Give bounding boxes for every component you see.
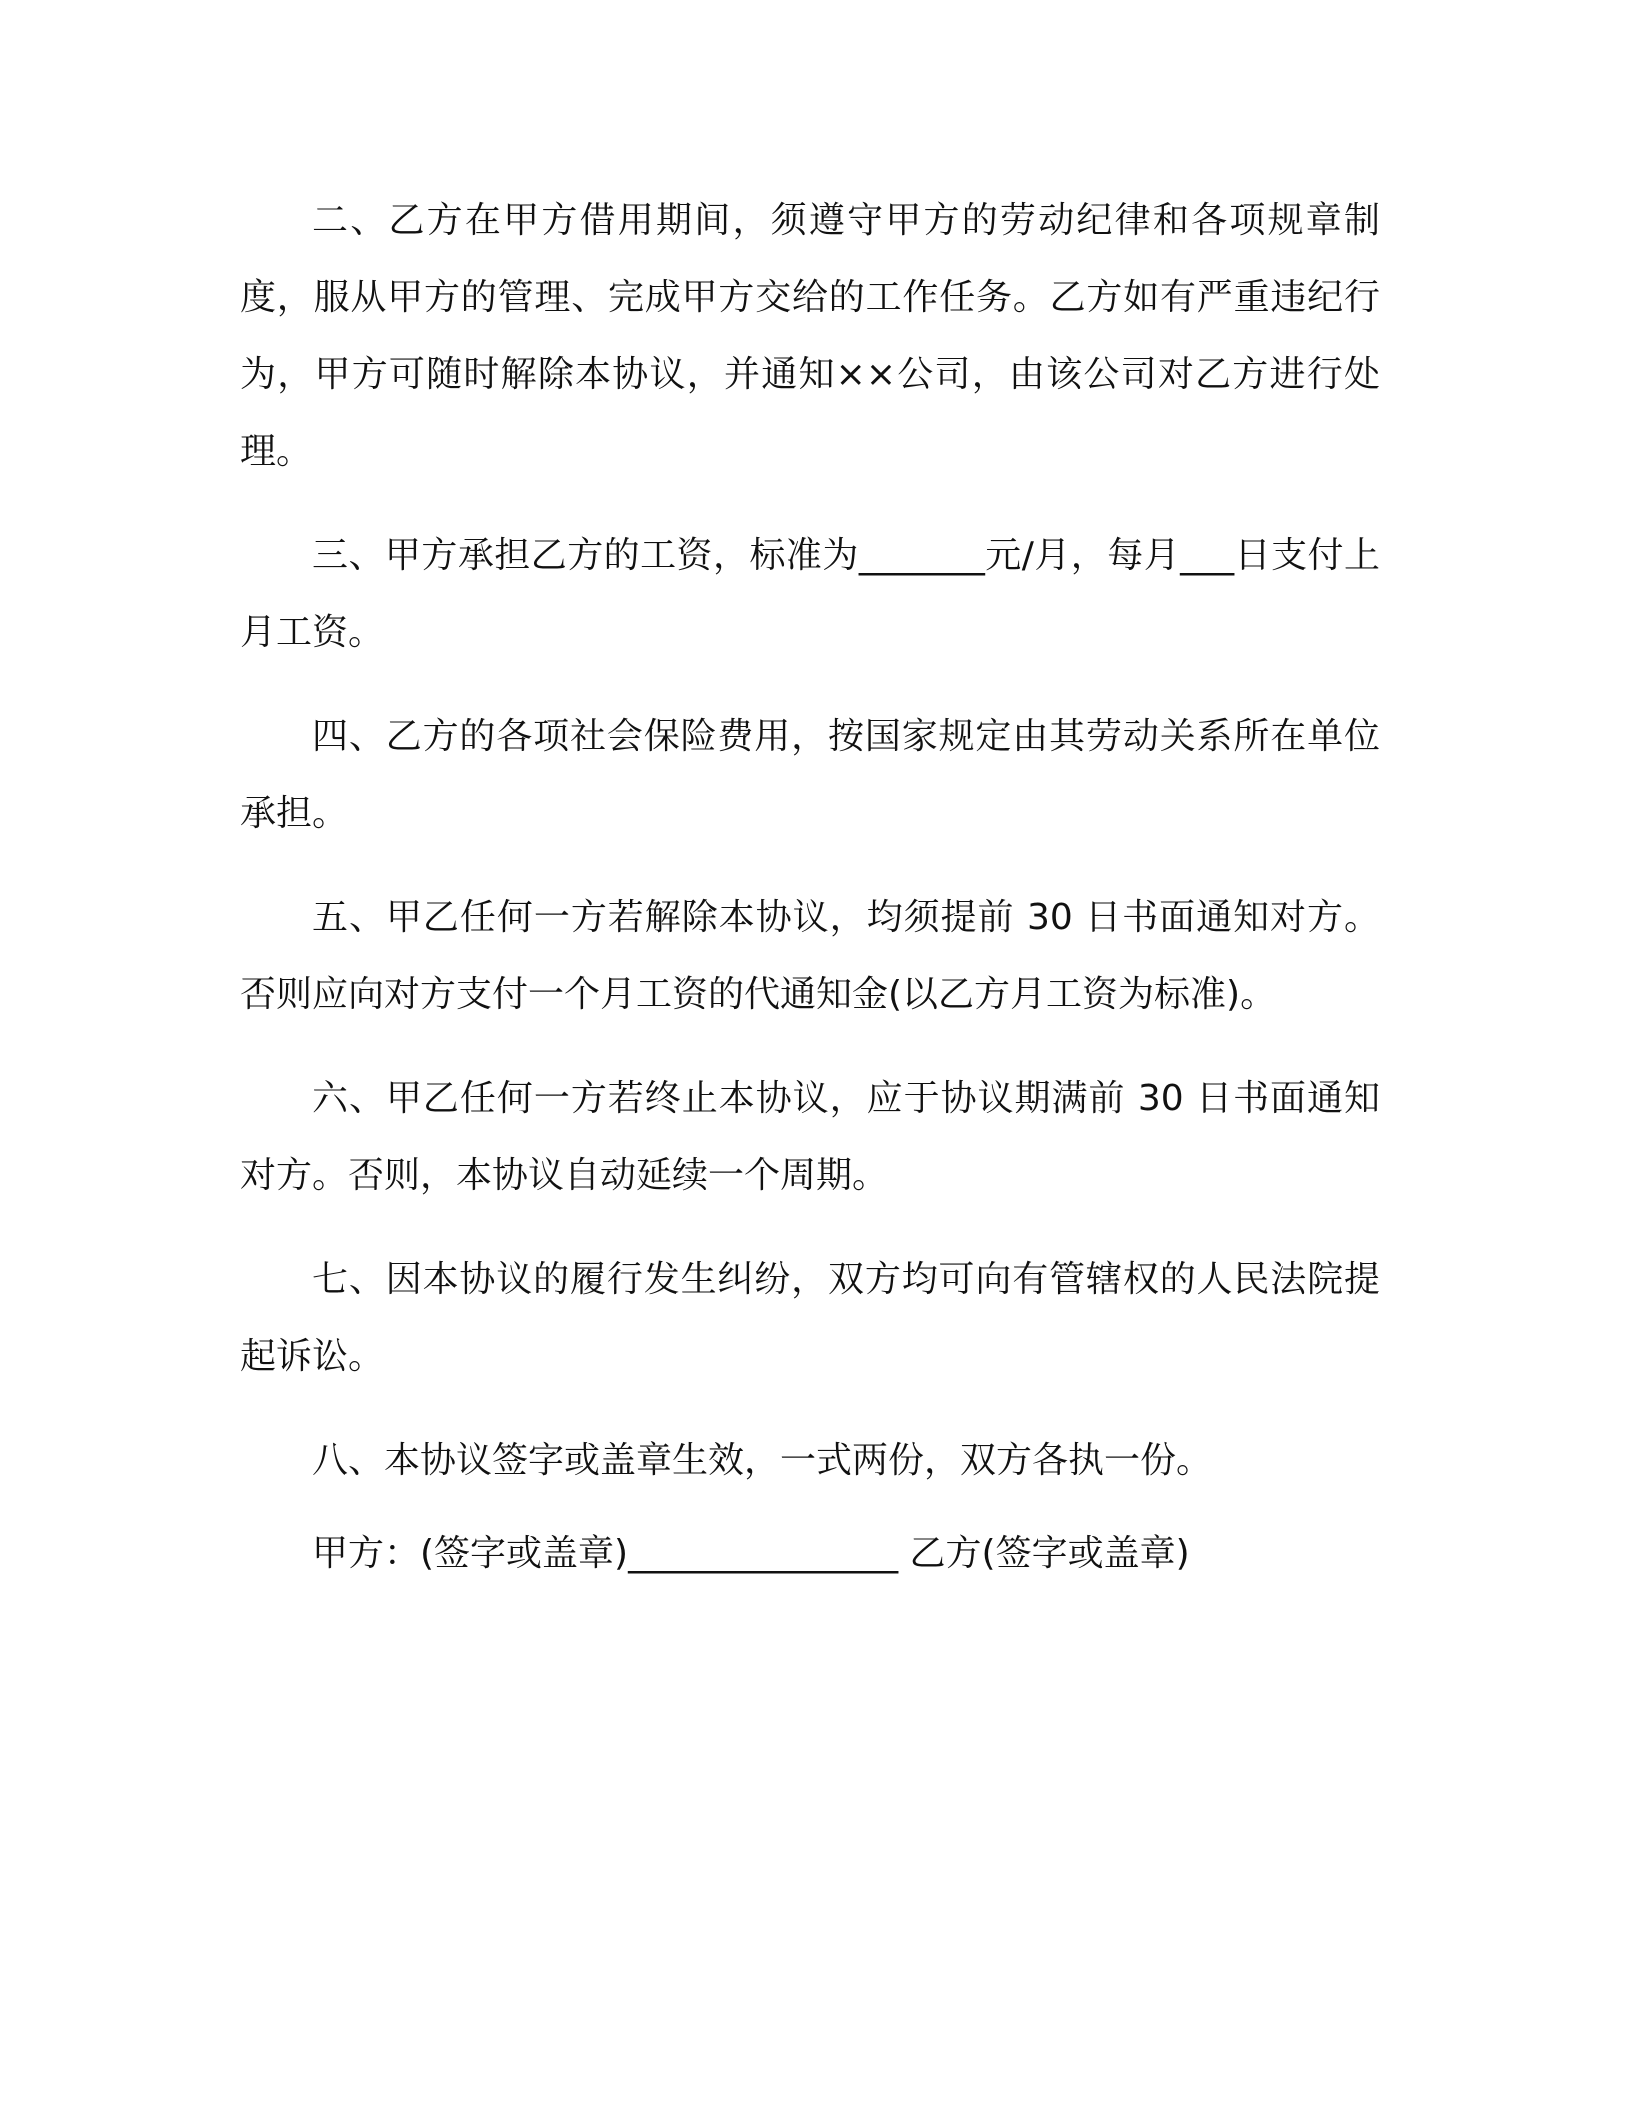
clause-6: 六、甲乙任何一方若终止本协议，应于协议期满前 30 日书面通知对方。否则，本协议自动延续一个周期。 (240, 1078, 1380, 1196)
clause-4: 四、乙方的各项社会保险费用，按国家规定由其劳动关系所在单位承担。 (240, 716, 1380, 834)
clause-7: 七、因本协议的履行发生纠纷，双方均可向有管辖权的人民法院提起诉讼。 (240, 1259, 1380, 1377)
clause-2: 二、乙方在甲方借用期间，须遵守甲方的劳动纪律和各项规章制度，服从甲方的管理、完成甲方交给的工作任务。乙方如有严重违纪行为，甲方可随时解除本协议，并通知××公司，由该公司对乙方进行处理。 (240, 200, 1380, 472)
document-body (240, 182, 1380, 1592)
clause-5: 五、甲乙任何一方若解除本协议，均须提前 30 日书面通知对方。否则应向对方支付一个月工资的代通知金(以乙方月工资为标准)。 (240, 897, 1380, 1015)
signature-line: 甲方：(签字或盖章)_______________ 乙方(签字或盖章) (312, 1533, 1190, 1574)
clause-8: 八、本协议签字或盖章生效，一式两份，双方各执一份。 (312, 1440, 1213, 1481)
clause-3: 三、甲方承担乙方的工资，标准为_______元/月，每月___日支付上月工资。 (240, 535, 1380, 653)
